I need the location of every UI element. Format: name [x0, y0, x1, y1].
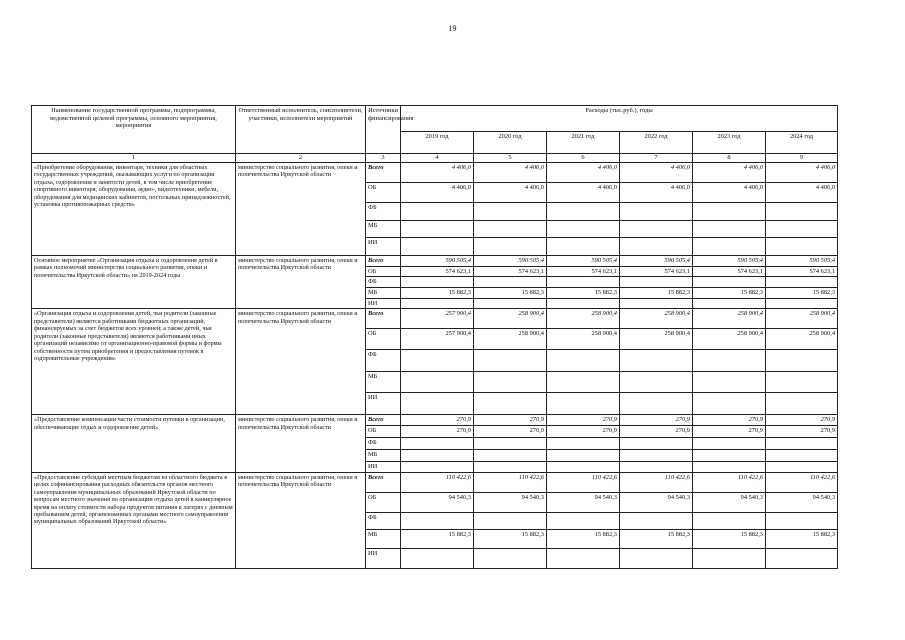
funding-source: ИИ — [366, 548, 401, 568]
amount-cell: 258 900,4 — [620, 309, 693, 329]
amount-cell — [693, 221, 766, 238]
amount-cell — [693, 277, 766, 288]
amount-cell: 258 900,4 — [474, 329, 547, 350]
amount-cell: 4 406,0 — [620, 163, 693, 183]
amount-cell: 94 540,3 — [547, 492, 620, 512]
amount-cell: 4 406,0 — [401, 163, 474, 183]
amount-cell: 94 540,3 — [474, 492, 547, 512]
amount-cell — [401, 512, 474, 529]
amount-cell — [766, 238, 838, 256]
executor-cell: министерство социального развития, опеки и попечительства Иркутской области — [236, 163, 366, 256]
amount-cell — [401, 548, 474, 568]
amount-cell — [620, 512, 693, 529]
amount-cell: 574 623,1 — [401, 266, 474, 277]
funding-source: МБ — [366, 372, 401, 393]
funding-source: ФБ — [366, 277, 401, 288]
activity-name: «Предоставление компенсации части стоимости путевки в организации, обеспечивающие отдых и оздоровление детей» — [32, 415, 236, 472]
amount-cell: 590 505,4 — [620, 256, 693, 267]
amount-cell: 15 882,3 — [401, 288, 474, 299]
header-year: 2021 год — [547, 132, 620, 154]
header-year: 2024 год — [766, 132, 838, 154]
column-number-row — [32, 154, 838, 163]
amount-cell: 590 505,4 — [693, 256, 766, 267]
amount-cell — [547, 372, 620, 393]
amount-cell — [693, 438, 766, 450]
amount-cell: 590 505,4 — [766, 256, 838, 267]
amount-cell — [401, 277, 474, 288]
amount-cell: 15 882,3 — [766, 288, 838, 299]
amount-cell — [474, 393, 547, 415]
amount-cell — [620, 462, 693, 473]
amount-cell — [401, 221, 474, 238]
funding-source: Всего — [366, 256, 401, 267]
amount-cell — [547, 298, 620, 309]
header-year: 2023 год — [693, 132, 766, 154]
amount-cell: 258 900,4 — [547, 309, 620, 329]
header-year: 2020 год — [474, 132, 547, 154]
amount-cell: 270,9 — [693, 426, 766, 438]
amount-cell: 15 882,3 — [766, 529, 838, 548]
amount-cell — [620, 203, 693, 221]
amount-cell: 110 422,6 — [401, 472, 474, 492]
amount-cell: 4 406,0 — [693, 163, 766, 183]
amount-cell: 574 623,1 — [766, 266, 838, 277]
activity-name: «Приобретение оборудования, инвентаря, техники для областных государственных учреждений, оказывающих услуги по организации отдыха, оздоровления и занятости детей, в том числе приобретение спортивного инвентаря, оборудования, аудио-, видеотехники, мебели, оборудования для медицинских кабинетов, постельных принадлежностей, установка противопожарных средств» — [32, 163, 236, 256]
amount-cell — [693, 462, 766, 473]
column-number: 9 — [766, 154, 838, 163]
amount-cell: 110 422,6 — [766, 472, 838, 492]
amount-cell — [474, 298, 547, 309]
amount-cell — [693, 372, 766, 393]
amount-cell: 258 900,4 — [693, 329, 766, 350]
amount-cell — [620, 298, 693, 309]
amount-cell — [547, 450, 620, 462]
amount-cell — [474, 238, 547, 256]
amount-cell — [474, 450, 547, 462]
column-number: 6 — [547, 154, 620, 163]
amount-cell: 258 900,4 — [766, 309, 838, 329]
funding-source: ФБ — [366, 512, 401, 529]
amount-cell: 574 623,1 — [620, 266, 693, 277]
amount-cell — [547, 548, 620, 568]
amount-cell — [401, 438, 474, 450]
amount-cell — [620, 438, 693, 450]
amount-cell — [693, 548, 766, 568]
amount-cell — [547, 238, 620, 256]
funding-source: ИИ — [366, 238, 401, 256]
amount-cell — [693, 450, 766, 462]
header-executor: Ответственный исполнитель, соисполнители, участники, исполнители мероприятий — [236, 106, 366, 154]
amount-cell — [474, 548, 547, 568]
activity-name: «Организация отдыха и оздоровления детей, чьи родители (законные представители) являются работниками бюджетных организаций, финансируемых за счет бюджетов всех уровней; а также детей, чьи родители (законные представители) являются работниками иных организаций независимо от организационно-правовой формы и формы собственности путем приобретения и предоставления путевок в оздоровительные учреждения» — [32, 309, 236, 415]
amount-cell — [547, 350, 620, 372]
amount-cell — [693, 512, 766, 529]
amount-cell: 94 540,3 — [401, 492, 474, 512]
table-row — [32, 472, 838, 492]
amount-cell: 270,9 — [547, 415, 620, 426]
amount-cell — [766, 203, 838, 221]
amount-cell: 574 623,1 — [547, 266, 620, 277]
amount-cell: 4 406,0 — [766, 183, 838, 203]
funding-source: ОБ — [366, 183, 401, 203]
amount-cell — [766, 512, 838, 529]
amount-cell — [474, 350, 547, 372]
table-row — [32, 256, 838, 267]
funding-source: ИИ — [366, 393, 401, 415]
funding-source: ФБ — [366, 203, 401, 221]
budget-table — [31, 105, 838, 569]
amount-cell: 270,9 — [547, 426, 620, 438]
amount-cell — [474, 221, 547, 238]
amount-cell — [693, 393, 766, 415]
amount-cell — [693, 203, 766, 221]
amount-cell: 15 882,3 — [547, 529, 620, 548]
amount-cell — [620, 450, 693, 462]
amount-cell: 4 406,0 — [547, 163, 620, 183]
amount-cell: 258 900,4 — [474, 309, 547, 329]
amount-cell — [547, 393, 620, 415]
amount-cell: 15 882,3 — [474, 529, 547, 548]
amount-cell: 4 406,0 — [620, 183, 693, 203]
amount-cell: 4 406,0 — [766, 163, 838, 183]
amount-cell — [693, 238, 766, 256]
amount-cell — [547, 462, 620, 473]
activity-name: Основное мероприятие «Организация отдыха и оздоровления детей в рамках полномочий министерства социального развития, опеки и попечительства Иркутской области» на 2019-2024 годы — [32, 256, 236, 309]
funding-source: ФБ — [366, 350, 401, 372]
amount-cell — [474, 512, 547, 529]
amount-cell — [766, 462, 838, 473]
amount-cell: 4 406,0 — [474, 183, 547, 203]
amount-cell: 15 882,3 — [547, 288, 620, 299]
funding-source: ИИ — [366, 298, 401, 309]
amount-cell: 590 505,4 — [547, 256, 620, 267]
header-expenses: Расходы (тыс.руб.), годы — [401, 106, 838, 132]
amount-cell: 15 882,3 — [474, 288, 547, 299]
executor-cell: министерство социального развития, опеки и попечительства Иркутской области — [236, 472, 366, 568]
amount-cell — [401, 450, 474, 462]
amount-cell — [401, 238, 474, 256]
amount-cell: 270,9 — [766, 415, 838, 426]
amount-cell: 4 406,0 — [547, 183, 620, 203]
amount-cell — [766, 350, 838, 372]
amount-cell: 94 540,3 — [693, 492, 766, 512]
amount-cell — [620, 393, 693, 415]
funding-source: Всего — [366, 472, 401, 492]
amount-cell — [620, 277, 693, 288]
amount-cell — [766, 548, 838, 568]
funding-source: ИИ — [366, 462, 401, 473]
amount-cell — [547, 221, 620, 238]
amount-cell: 258 900,4 — [693, 309, 766, 329]
amount-cell: 4 406,0 — [474, 163, 547, 183]
funding-source: МБ — [366, 450, 401, 462]
amount-cell: 258 900,4 — [620, 329, 693, 350]
amount-cell — [547, 438, 620, 450]
amount-cell — [620, 372, 693, 393]
amount-cell: 4 406,0 — [401, 183, 474, 203]
amount-cell — [474, 372, 547, 393]
amount-cell: 15 882,3 — [693, 529, 766, 548]
funding-source: ОБ — [366, 329, 401, 350]
amount-cell: 270,9 — [401, 426, 474, 438]
amount-cell: 270,9 — [474, 426, 547, 438]
executor-cell: министерство социального развития, опеки и попечительства Иркутской области — [236, 309, 366, 415]
amount-cell: 257 900,4 — [401, 309, 474, 329]
executor-cell: министерство социального развития, опеки и попечительства Иркутской области — [236, 256, 366, 309]
amount-cell: 15 882,3 — [620, 288, 693, 299]
amount-cell — [474, 438, 547, 450]
amount-cell: 110 422,6 — [620, 472, 693, 492]
column-number: 7 — [620, 154, 693, 163]
amount-cell — [766, 450, 838, 462]
amount-cell — [620, 238, 693, 256]
amount-cell: 270,9 — [620, 426, 693, 438]
amount-cell — [693, 350, 766, 372]
amount-cell: 258 900,4 — [547, 329, 620, 350]
header-name: Наименование государственной программы, подпрограммы, ведомственной целевой программы, основного мероприятия, мероприятия — [32, 106, 236, 154]
amount-cell: 110 422,6 — [474, 472, 547, 492]
amount-cell — [766, 277, 838, 288]
amount-cell — [766, 372, 838, 393]
amount-cell: 94 540,3 — [620, 492, 693, 512]
table-row — [32, 163, 838, 183]
amount-cell — [547, 277, 620, 288]
amount-cell — [547, 512, 620, 529]
table-row — [32, 415, 838, 426]
column-number: 2 — [236, 154, 366, 163]
header-source: Источники финансирования — [366, 106, 401, 154]
amount-cell — [401, 203, 474, 221]
amount-cell — [401, 462, 474, 473]
funding-source: МБ — [366, 288, 401, 299]
amount-cell — [474, 277, 547, 288]
amount-cell: 574 623,1 — [474, 266, 547, 277]
amount-cell: 258 900,4 — [766, 329, 838, 350]
amount-cell: 270,9 — [693, 415, 766, 426]
funding-source: Всего — [366, 309, 401, 329]
funding-source: ФБ — [366, 438, 401, 450]
amount-cell — [620, 548, 693, 568]
amount-cell: 257 900,4 — [401, 329, 474, 350]
amount-cell — [766, 393, 838, 415]
amount-cell — [401, 393, 474, 415]
amount-cell — [401, 298, 474, 309]
header-year: 2019 год — [401, 132, 474, 154]
amount-cell: 15 882,3 — [401, 529, 474, 548]
amount-cell: 270,9 — [401, 415, 474, 426]
funding-source: Всего — [366, 163, 401, 183]
amount-cell: 270,9 — [766, 426, 838, 438]
amount-cell: 110 422,6 — [693, 472, 766, 492]
column-number: 1 — [32, 154, 236, 163]
funding-source: ОБ — [366, 266, 401, 277]
amount-cell: 590 505,4 — [474, 256, 547, 267]
amount-cell: 15 882,3 — [620, 529, 693, 548]
amount-cell — [401, 372, 474, 393]
header-year: 2022 год — [620, 132, 693, 154]
amount-cell — [474, 462, 547, 473]
table-row — [32, 309, 838, 329]
funding-source: МБ — [366, 529, 401, 548]
executor-cell: министерство социального развития, опеки и попечительства Иркутской области — [236, 415, 366, 472]
amount-cell — [401, 350, 474, 372]
amount-cell: 110 422,6 — [547, 472, 620, 492]
amount-cell — [766, 438, 838, 450]
amount-cell — [620, 221, 693, 238]
amount-cell: 15 882,3 — [693, 288, 766, 299]
column-number: 3 — [366, 154, 401, 163]
column-number: 5 — [474, 154, 547, 163]
activity-name: «Предоставление субсидий местным бюджетам из областного бюджета в целях софинансирования расходных обязательств органов местного самоуправления муниципальных образований Иркутской области по вопросам местного значения по организации отдыха детей в каникулярное время на оплату стоимости набора продуктов питания в лагерях с дневным пребыванием детей, организованных органами местного самоуправления муниципальных образований Иркутской области» — [32, 472, 236, 568]
amount-cell: 270,9 — [474, 415, 547, 426]
column-number: 8 — [693, 154, 766, 163]
funding-source: МБ — [366, 221, 401, 238]
funding-source: Всего — [366, 415, 401, 426]
amount-cell: 94 540,3 — [766, 492, 838, 512]
amount-cell: 4 406,0 — [693, 183, 766, 203]
funding-source: ОБ — [366, 426, 401, 438]
amount-cell: 270,9 — [620, 415, 693, 426]
amount-cell — [474, 203, 547, 221]
funding-source: ОБ — [366, 492, 401, 512]
amount-cell — [693, 298, 766, 309]
page-number: 19 — [448, 24, 457, 33]
amount-cell: 590 505,4 — [401, 256, 474, 267]
amount-cell — [766, 298, 838, 309]
amount-cell: 574 623,1 — [693, 266, 766, 277]
amount-cell — [620, 350, 693, 372]
amount-cell — [766, 221, 838, 238]
table-body — [32, 163, 838, 569]
column-number: 4 — [401, 154, 474, 163]
amount-cell — [547, 203, 620, 221]
